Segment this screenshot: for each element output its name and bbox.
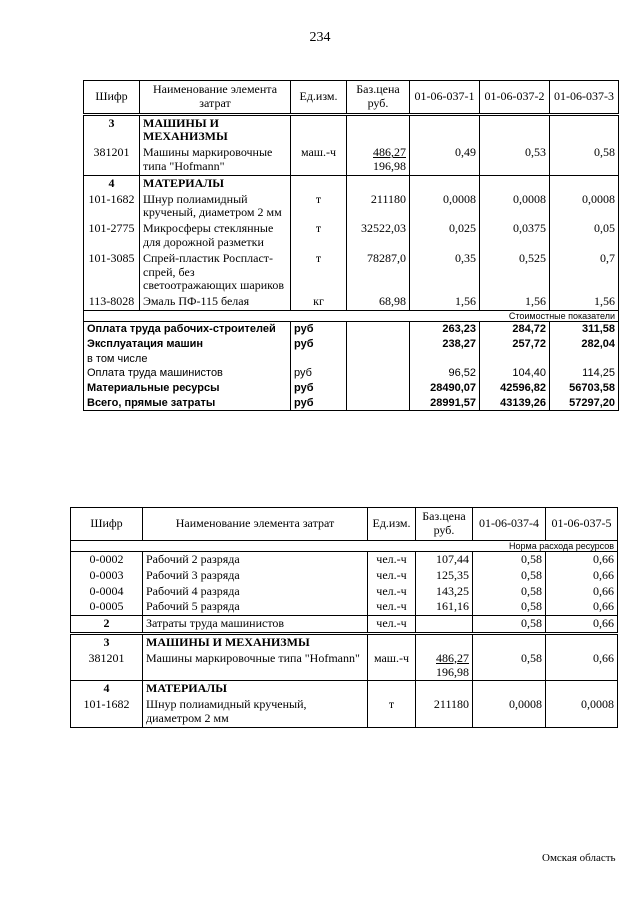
totals-unit: руб: [291, 381, 347, 396]
row-value: 0,0008: [410, 192, 480, 222]
totals-row: [84, 366, 619, 381]
totals-value: 57297,20: [550, 396, 619, 411]
section-row: [84, 175, 619, 191]
totals-value: 238,27: [410, 337, 480, 352]
row-price: 211180: [416, 697, 473, 727]
section-label: Норма расхода ресурсов: [71, 540, 618, 551]
table-row: [71, 697, 618, 727]
row-value: 1,56: [550, 294, 619, 310]
totals-unit: руб: [291, 322, 347, 337]
totals-row: [84, 381, 619, 396]
row-unit: т: [291, 251, 347, 294]
row-code: 381201: [71, 651, 143, 681]
totals-name: Материальные ресурсы: [84, 381, 291, 396]
header-name: Наименование элемента затрат: [143, 508, 368, 541]
row-value: 0,0375: [480, 221, 550, 251]
totals-value: 311,58: [550, 322, 619, 337]
row-unit: чел.-ч: [368, 616, 416, 634]
row-price: 486,27 196,98: [416, 651, 473, 681]
row-value: 0,58: [473, 599, 546, 615]
row-unit: т: [291, 192, 347, 222]
row-unit: т: [368, 697, 416, 727]
row-value: 1,56: [480, 294, 550, 310]
totals-name: Оплата труда рабочих-строителей: [84, 322, 291, 337]
row-unit: чел.-ч: [368, 584, 416, 600]
row-name: Рабочий 4 разряда: [143, 584, 368, 600]
header-code: Шифр: [84, 81, 140, 115]
resource-table-1: [83, 80, 619, 411]
row-unit: чел.-ч: [368, 551, 416, 567]
row-value: 0,525: [480, 251, 550, 294]
row-value: 0,58: [473, 616, 546, 634]
row-value: 0,66: [546, 584, 618, 600]
row-name: Рабочий 5 разряда: [143, 599, 368, 615]
row-value: 0,58: [473, 584, 546, 600]
row-value: 0,66: [546, 599, 618, 615]
header-col-2: 01-06-037-2: [480, 81, 550, 115]
row-unit: т: [291, 221, 347, 251]
totals-name: Эксплуатация машин: [84, 337, 291, 352]
row-name: Шнур полиамидный крученый, диаметром 2 мм: [140, 192, 291, 222]
totals-row: [84, 396, 619, 411]
totals-value: 257,72: [480, 337, 550, 352]
header-col-5: 01-06-037-5: [546, 508, 618, 541]
row-code: 101-1682: [71, 697, 143, 727]
row-name: Машины маркировочные типа "Hofmann": [143, 651, 368, 681]
row-name: МАШИНЫ И МЕХАНИЗМЫ: [140, 114, 291, 145]
totals-value: 56703,58: [550, 381, 619, 396]
totals-name: Всего, прямые затраты: [84, 396, 291, 411]
totals-value: 263,23: [410, 322, 480, 337]
totals-unit: руб: [291, 337, 347, 352]
table-row: [71, 651, 618, 681]
header-code: Шифр: [71, 508, 143, 541]
row-price: 32522,03: [347, 221, 410, 251]
row-value: 0,58: [550, 145, 619, 175]
table-row: [84, 294, 619, 310]
table-row: [84, 251, 619, 294]
row-name: МАТЕРИАЛЫ: [143, 681, 368, 697]
row-code: 381201: [84, 145, 140, 175]
row-price: 107,44: [416, 551, 473, 567]
totals-value: 284,72: [480, 322, 550, 337]
row-price: 78287,0: [347, 251, 410, 294]
row-unit: чел.-ч: [368, 568, 416, 584]
row-price: 143,25: [416, 584, 473, 600]
row-value: 0,05: [550, 221, 619, 251]
row-value: 0,58: [473, 651, 546, 681]
row-name: МАТЕРИАЛЫ: [140, 175, 291, 191]
row-price: 486,27 196,98: [347, 145, 410, 175]
row-code: 4: [84, 175, 140, 191]
row-code: 3: [84, 114, 140, 145]
table-row: [71, 616, 618, 634]
header-col-3: 01-06-037-3: [550, 81, 619, 115]
header-unit: Ед.изм.: [368, 508, 416, 541]
row-value: 0,0008: [550, 192, 619, 222]
totals-value: 28490,07: [410, 381, 480, 396]
row-code: 2: [71, 616, 143, 634]
table-row: [84, 192, 619, 222]
totals-row: [84, 337, 619, 352]
table-row: [84, 221, 619, 251]
table-row: [71, 551, 618, 567]
row-code: 113-8028: [84, 294, 140, 310]
totals-value: 104,40: [480, 366, 550, 381]
row-code: 3: [71, 633, 143, 650]
header-col-4: 01-06-037-4: [473, 508, 546, 541]
row-value: 0,53: [480, 145, 550, 175]
row-name: Шнур полиамидный крученый, диаметром 2 мм: [143, 697, 368, 727]
row-code: 0-0004: [71, 584, 143, 600]
row-code: 101-1682: [84, 192, 140, 222]
row-value: 0,025: [410, 221, 480, 251]
header-name: Наименование элемента затрат: [140, 81, 291, 115]
row-value: 0,66: [546, 568, 618, 584]
totals-value: 28991,57: [410, 396, 480, 411]
row-value: 0,0008: [473, 697, 546, 727]
row-value: 0,66: [546, 616, 618, 634]
totals-row: [84, 322, 619, 337]
totals-name: Оплата труда машинистов: [84, 366, 291, 381]
section-label: Стоимостные показатели: [84, 310, 619, 321]
totals-value: 96,52: [410, 366, 480, 381]
totals-unit: руб: [291, 396, 347, 411]
row-code: 101-3085: [84, 251, 140, 294]
row-value: 0,0008: [546, 697, 618, 727]
row-value: 0,58: [473, 568, 546, 584]
row-code: 101-2775: [84, 221, 140, 251]
totals-value: 282,04: [550, 337, 619, 352]
row-name: Рабочий 3 разряда: [143, 568, 368, 584]
row-value: 0,49: [410, 145, 480, 175]
row-value: 0,35: [410, 251, 480, 294]
row-unit: чел.-ч: [368, 599, 416, 615]
row-code: 0-0005: [71, 599, 143, 615]
row-name: Затраты труда машинистов: [143, 616, 368, 634]
table-row: [71, 568, 618, 584]
row-value: 0,66: [546, 651, 618, 681]
row-name: Спрей-пластик Роспласт-спрей, без светоотражающих шариков: [140, 251, 291, 294]
row-code: 0-0003: [71, 568, 143, 584]
row-name: Рабочий 2 разряда: [143, 551, 368, 567]
header-price: Баз.цена руб.: [347, 81, 410, 115]
section-row: [71, 633, 618, 650]
row-price: 125,35: [416, 568, 473, 584]
table-row: [84, 145, 619, 175]
row-price: 68,98: [347, 294, 410, 310]
row-value: 0,58: [473, 551, 546, 567]
row-name: Микросферы стеклянные для дорожной разметки: [140, 221, 291, 251]
table-row: [71, 599, 618, 615]
table-row: [71, 584, 618, 600]
footer-region: Омская область: [542, 852, 616, 864]
resource-table-2: [70, 507, 618, 728]
totals-row: [84, 352, 619, 367]
row-name: МАШИНЫ И МЕХАНИЗМЫ: [143, 633, 368, 650]
row-value: 0,66: [546, 551, 618, 567]
row-price: 161,16: [416, 599, 473, 615]
section-row: [84, 114, 619, 145]
row-code: 0-0002: [71, 551, 143, 567]
totals-value: 42596,82: [480, 381, 550, 396]
row-price: 211180: [347, 192, 410, 222]
totals-unit: руб: [291, 366, 347, 381]
page-number: 234: [309, 30, 331, 45]
row-unit: кг: [291, 294, 347, 310]
header-price: Баз.цена руб.: [416, 508, 473, 541]
row-name: Машины маркировочные типа "Hofmann": [140, 145, 291, 175]
header-unit: Ед.изм.: [291, 81, 347, 115]
row-value: 0,0008: [480, 192, 550, 222]
totals-name: в том числе: [84, 352, 291, 367]
row-value: 1,56: [410, 294, 480, 310]
row-unit: маш.-ч: [291, 145, 347, 175]
row-code: 4: [71, 681, 143, 697]
row-price: [416, 616, 473, 634]
row-value: 0,7: [550, 251, 619, 294]
section-row: [71, 681, 618, 697]
totals-value: 43139,26: [480, 396, 550, 411]
totals-value: 114,25: [550, 366, 619, 381]
row-name: Эмаль ПФ-115 белая: [140, 294, 291, 310]
row-unit: маш.-ч: [368, 651, 416, 681]
header-col-1: 01-06-037-1: [410, 81, 480, 115]
